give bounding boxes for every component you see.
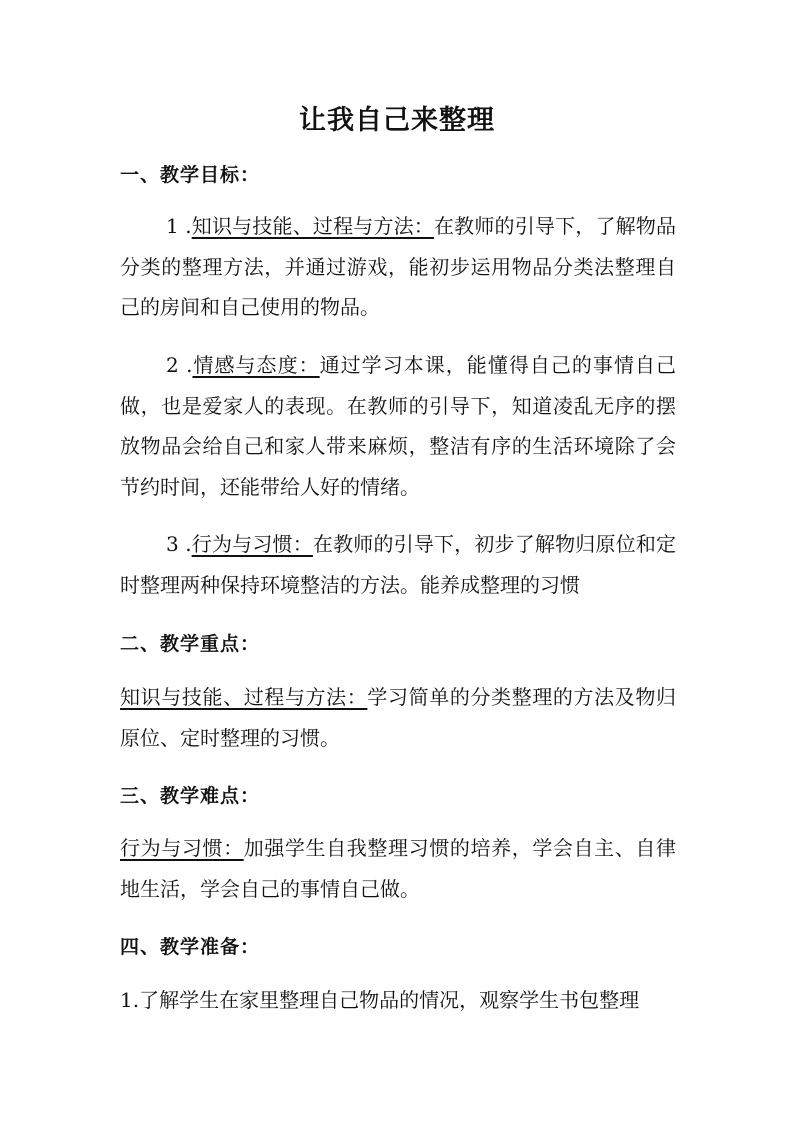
- objective-label: 情感与态度：: [192, 353, 320, 377]
- section-heading-objectives: 一、教学目标：: [120, 164, 261, 186]
- objective-number: 2 .: [166, 353, 193, 377]
- section-heading-difficulties: 三、教学难点：: [120, 785, 261, 807]
- document-title: 让我自己来整理: [299, 105, 495, 136]
- objective-text: 在教师的引导下，了解物品分类的整理方法，并通过游戏，能初步运用物品分类法整理自己的房间和自己使用的物品。: [120, 214, 677, 319]
- objective-item-2: [120, 345, 676, 507]
- objective-item-3: [120, 524, 676, 605]
- objective-number: 1 .: [166, 214, 192, 238]
- objective-text: 在教师的引导下，初步了解物归原位和定时整理两种保持环境整洁的方法。能养成整理的习惯: [120, 532, 676, 597]
- key-points-paragraph: [120, 677, 676, 758]
- key-points-text: 学习简单的分类整理的方法及物归原位、定时整理的习惯。: [120, 685, 677, 750]
- section-heading-preparation: 四、教学准备：: [120, 936, 261, 958]
- key-points-label: 知识与技能、过程与方法：: [120, 685, 368, 709]
- objective-text: 通过学习本课，能懂得自己的事情自己做，也是爱家人的表现。在教师的引导下，知道凌乱无序的摆放物品会给自己和家人带来麻烦，整洁有序的生活环境除了会节约时间，还能带给人好的情绪。: [120, 353, 677, 499]
- difficulties-label: 行为与习惯：: [120, 836, 244, 860]
- objective-item-1: [120, 206, 676, 328]
- section-heading-key-points: 二、教学重点：: [120, 633, 261, 655]
- objective-label: 行为与习惯：: [191, 532, 313, 556]
- objective-number: 3 .: [166, 532, 192, 556]
- objective-label: 知识与技能、过程与方法：: [191, 214, 434, 238]
- preparation-paragraph: 1.了解学生在家里整理自己物品的情况，观察学生书包整理: [120, 988, 640, 1012]
- difficulties-paragraph: [120, 828, 676, 909]
- difficulties-text: 加强学生自我整理习惯的培养，学会自主、自律地生活，学会自己的事情自己做。: [120, 836, 677, 901]
